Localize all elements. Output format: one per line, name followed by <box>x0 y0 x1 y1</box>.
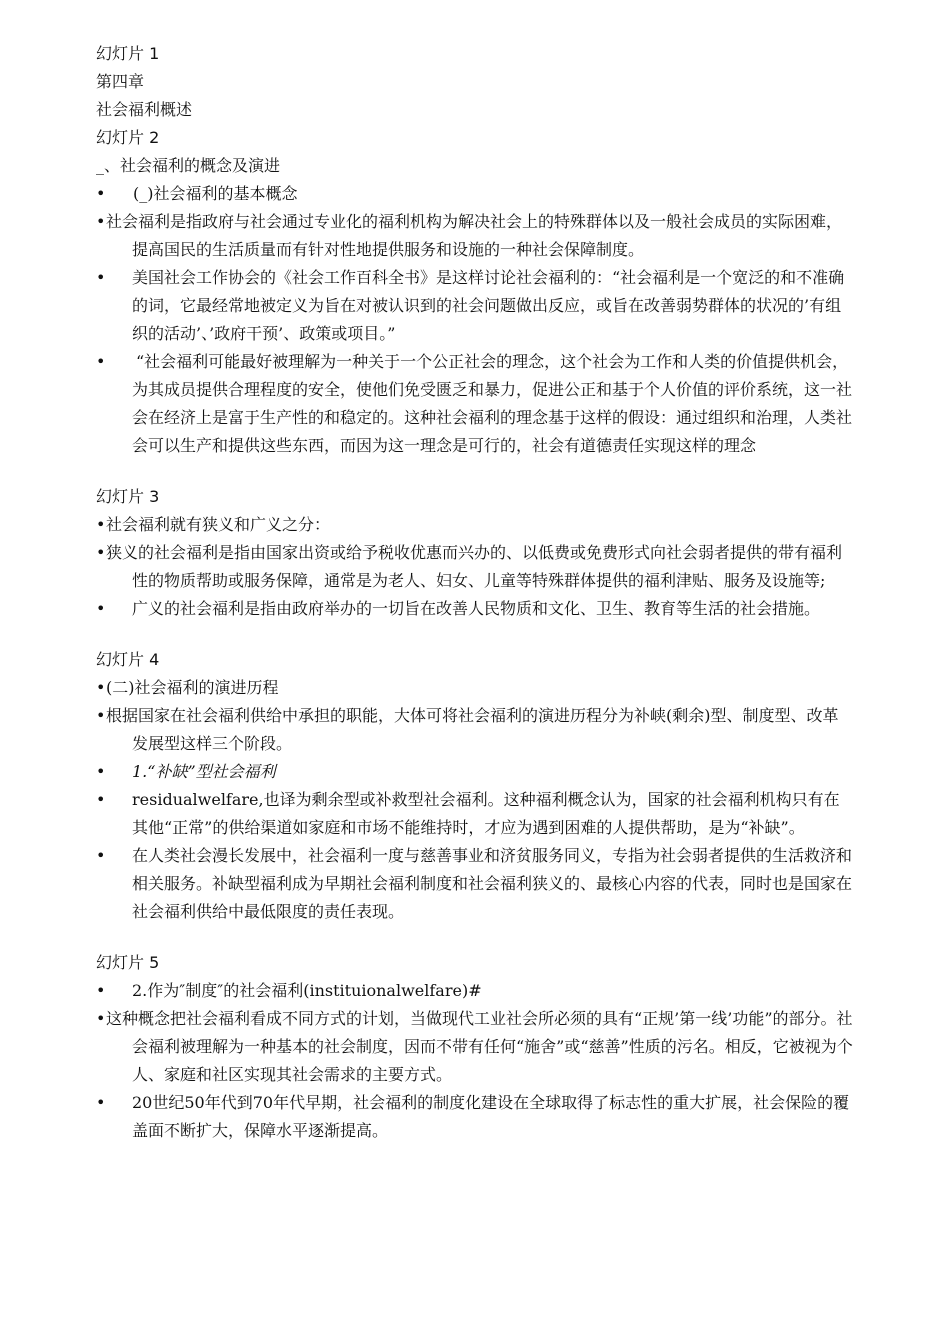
list-item <box>96 348 854 460</box>
slide-label: 幻灯片 4 <box>96 650 160 669</box>
item-text: 美国社会工作协会的《社会工作百科全书》是这样讨论社会福利的：“社会福利是一个宽泛的和不准确的词，它最经常地被定义为旨在对被认识到的社会问题做出反应，或旨在改善弱势群体的状况的’有组织的活动’、’政府干预’、政策或项目。” <box>132 268 845 343</box>
bullet: • <box>96 846 106 865</box>
bullet: • <box>96 790 106 809</box>
item-text: 根据国家在社会福利供给中承担的职能，大体可将社会福利的演进历程分为补峡(剩余)型、制度型、改革发展型这样三个阶段。 <box>106 706 839 753</box>
item-text: 狭义的社会福利是指由国家出资或给予税收优惠而兴办的、以低费或免费形式向社会弱者提供的带有福利性的物质帮助或服务保障，通常是为老人、妇女、儿童等特殊群体提供的福利津贴、服务及设施等; <box>106 543 843 590</box>
item-text: 在人类社会漫长发展中，社会福利一度与慈善事业和济贫服务同义，专指为社会弱者提供的生活救济和相关服务。补缺型福利成为早期社会福利制度和社会福利狭义的、最核心内容的代表，同时也是国家在社会福利供给中最低限度的责任表现。 <box>132 846 853 921</box>
bullet: • <box>96 981 106 1000</box>
bullet: • <box>96 1093 106 1112</box>
list-item <box>96 180 854 208</box>
bullet: • <box>96 706 106 725</box>
item-text: (_)社会福利的基本概念 <box>133 184 298 203</box>
item-text: (二)社会福利的演进历程 <box>106 678 279 697</box>
item-text: 社会福利是指政府与社会通过专业化的福利机构为解决社会上的特殊群体以及一般社会成员的实际困难，提高国民的生活质量而有针对性地提供服务和设施的一种社会保障制度。 <box>106 212 843 259</box>
list-item <box>96 264 854 348</box>
slide-1 <box>96 40 854 124</box>
list-item <box>96 674 854 702</box>
list-item <box>96 208 854 264</box>
list-item <box>96 595 854 623</box>
bullet: • <box>96 184 106 203</box>
list-item <box>96 786 854 842</box>
list-item <box>96 977 854 1005</box>
slide-label: 幻灯片 2 <box>96 128 160 147</box>
bullet: • <box>96 599 106 618</box>
chapter-title: 第四章 <box>96 72 145 91</box>
list-item <box>96 1089 854 1145</box>
list-item <box>96 842 854 926</box>
bullet: • <box>96 268 106 287</box>
list-item <box>96 758 854 786</box>
item-text: 1.“补缺”型社会福利 <box>132 762 276 781</box>
slide-4 <box>96 646 854 926</box>
slide-5 <box>96 949 854 1145</box>
item-text: 这种概念把社会福利看成不同方式的计划，当做现代工业社会所必须的具有“正规’第一线’功能”的部分。社会福利被理解为一种基本的社会制度，因而不带有任何“施舍”或“慈善”性质的污名。相反，它被视为个人、家庭和社区实现其社会需求的主要方式。 <box>106 1009 853 1084</box>
list-item <box>96 539 854 595</box>
item-text: 2.作为″制度″的社会福利(instituionalwelfare)# <box>132 981 482 1000</box>
bullet: • <box>96 762 106 781</box>
slide-label: 幻灯片 5 <box>96 953 160 972</box>
bullet: • <box>96 543 106 562</box>
list-item <box>96 511 854 539</box>
bullet: • <box>96 515 106 534</box>
item-text: 社会福利就有狭义和广义之分： <box>106 515 331 534</box>
item-text: residualwelfare,也译为剩余型或补救型社会福利。这种福利概念认为，国家的社会福利机构只有在其他“正常”的供给渠道如家庭和市场不能维持时，才应为遇到困难的人提供帮助，是为“补缺”。 <box>132 790 840 837</box>
section-heading: _、社会福利的概念及演进 <box>96 156 281 175</box>
chapter-subtitle: 社会福利概述 <box>96 100 193 119</box>
slide-3 <box>96 483 854 623</box>
slide-2 <box>96 124 854 460</box>
list-item <box>96 1005 854 1089</box>
slide-label: 幻灯片 3 <box>96 487 160 506</box>
item-text: 广义的社会福利是指由政府举办的一切旨在改善人民物质和文化、卫生、教育等生活的社会措施。 <box>132 599 821 618</box>
bullet: • <box>96 678 106 697</box>
item-text: “社会福利可能最好被理解为一种关于一个公正社会的理念，这个社会为工作和人类的价值提供机会，为其成员提供合理程度的安全，使他们免受匮乏和暴力，促进公正和基于个人价值的评价系统，这一社会在经济上是富于生产性的和稳定的。这种社会福利的理念基于这样的假设：通过组织和治理，人类社会可以生产和提供这些东西，而因为这一理念是可行的，社会有道德责任实现这样的理念 <box>132 352 853 455</box>
list-item <box>96 702 854 758</box>
bullet: • <box>96 1009 106 1028</box>
bullet: • <box>96 352 106 371</box>
slide-label: 幻灯片 1 <box>96 44 160 63</box>
item-text: 20世纪50年代到70年代早期，社会福利的制度化建设在全球取得了标志性的重大扩展，社会保险的覆盖面不断扩大，保障水平逐渐提高。 <box>132 1093 850 1140</box>
bullet: • <box>96 212 106 231</box>
